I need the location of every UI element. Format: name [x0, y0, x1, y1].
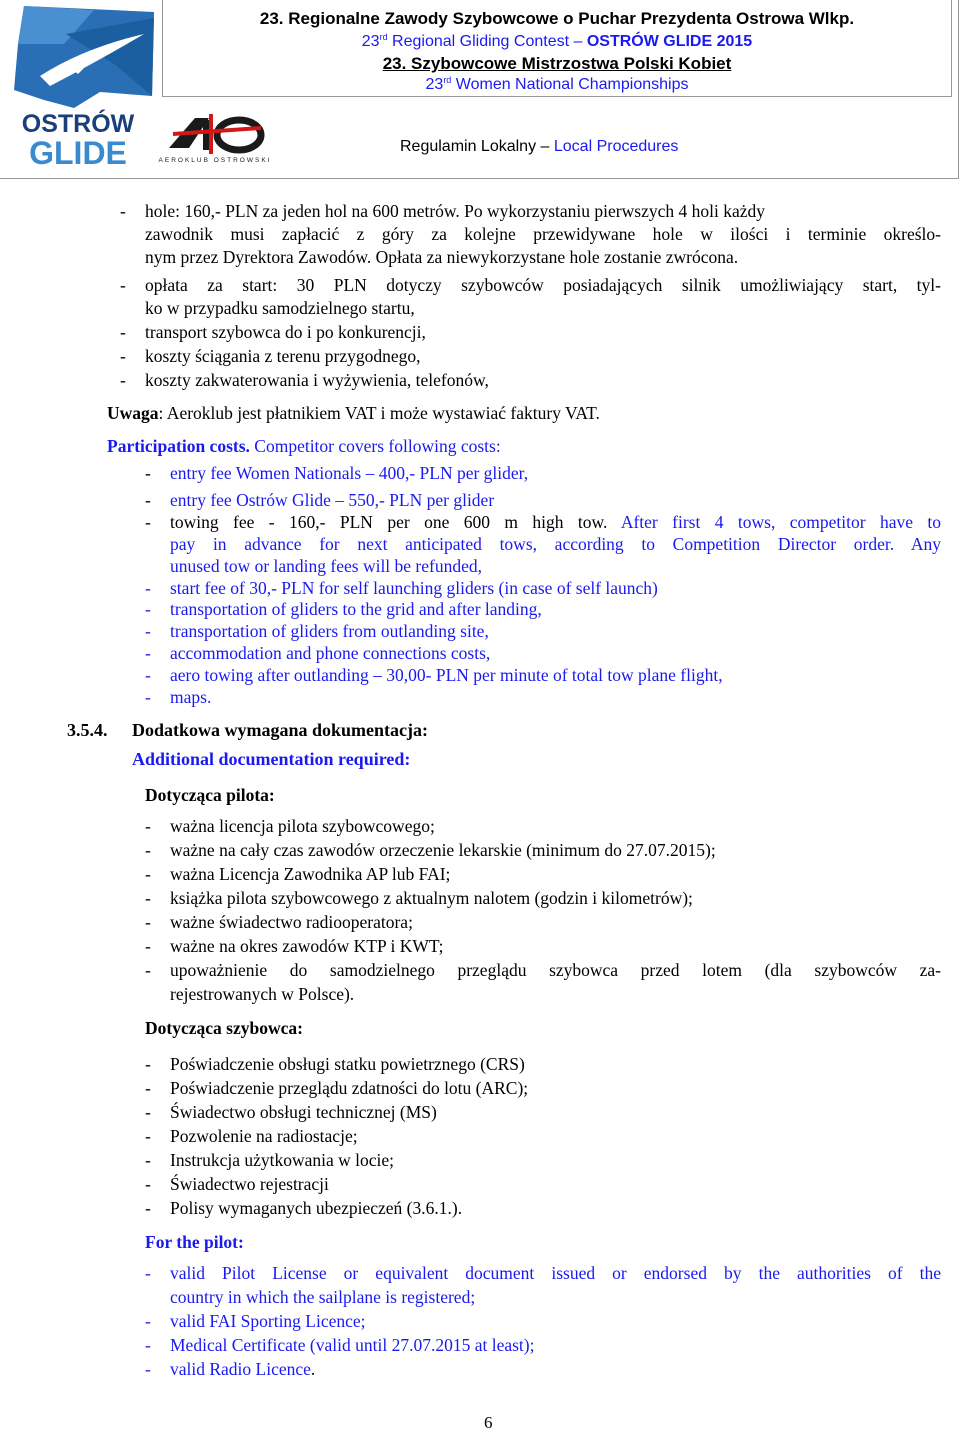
pilot-pl-item-last-line-1: upoważnienie do samodzielnego przeglądu szybowca przed lotem (dla szybowców za-: [170, 960, 941, 980]
logo-text-glide: GLIDE: [29, 135, 127, 171]
pilot-en-item-2: valid FAI Sporting Licence;: [170, 1311, 366, 1331]
maps-item: maps.: [170, 687, 212, 707]
pilot-pl-item: ważne na okres zawodów KTP i KWT;: [170, 936, 444, 956]
logo-text-ostrow: OSTRÓW: [21, 110, 135, 138]
dash: -: [120, 275, 126, 295]
pilot-en-item-3: Medical Certificate (valid until 27.07.2015 at least);: [170, 1335, 535, 1355]
hole-line-2: zawodnik musi zapłacić z góry za kolejne przewidywane hole w ilości i terminie określo-: [145, 224, 941, 244]
dash: -: [145, 512, 151, 532]
pilot-pl-item: ważne świadectwo radiooperatora;: [170, 912, 413, 932]
transport-outlanding: transportation of gliders from outlanding site,: [170, 621, 489, 641]
glider-pl-item: Polisy wymaganych ubezpieczeń (3.6.1.).: [170, 1198, 463, 1218]
dash: -: [145, 578, 151, 598]
title-line-3: 23. Szybowcowe Mistrzostwa Polski Kobiet: [382, 54, 732, 73]
glider-pl-item: Pozwolenie na radiostacje;: [170, 1126, 358, 1146]
pilot-en-item-4: valid Radio Licence.: [170, 1359, 316, 1379]
title-line-1: 23. Regionalne Zawody Szybowcowe o Puchar Prezydenta Ostrowa Wlkp.: [259, 9, 855, 28]
section-number: 3.5.4.: [67, 720, 108, 740]
aerotow-item: aero towing after outlanding – 30,00- PLN per minute of total tow plane flight,: [170, 665, 723, 685]
dash: -: [145, 1150, 151, 1170]
pilot-pl-item: książka pilota szybowcowego z aktualnym nalotem (godzin i kilometrów);: [170, 888, 693, 908]
dash: -: [145, 1198, 151, 1218]
pilot-pl-item-last-line-2: rejestrowanych w Polsce).: [170, 984, 355, 1004]
dash: -: [145, 1263, 151, 1283]
hole-line-3: nym przez Dyrektora Zawodów. Opłata za niewykorzystane hole zostanie zwrócona.: [145, 247, 739, 267]
dash: -: [145, 1054, 151, 1074]
contest-title-box: [162, 0, 952, 97]
pilot-pl-item: ważna licencja pilota szybowcowego;: [170, 816, 435, 836]
section-title-en: Additional documentation required:: [132, 749, 411, 769]
dash: -: [145, 1359, 151, 1379]
dash: -: [145, 1102, 151, 1122]
pilot-en-item-1-line-1: valid Pilot License or equivalent document issued or endorsed by the authorities of the: [170, 1263, 941, 1283]
entry-fee-women: entry fee Women Nationals – 400,- PLN per glider,: [170, 463, 529, 483]
dash: -: [145, 888, 151, 908]
dash: -: [145, 912, 151, 932]
dash: -: [145, 665, 151, 685]
section-title-pl: Dodatkowa wymagana dokumentacja:: [132, 720, 429, 740]
dash: -: [120, 322, 126, 342]
hole-line-1: hole: 160,- PLN za jeden hol na 600 metrów. Po wykorzystaniu pierwszych 4 holi każdy: [145, 201, 765, 221]
title-line-2: 23rd Regional Gliding Contest – OSTRÓW GLIDE 2015: [361, 32, 753, 50]
start-fee-en: start fee of 30,- PLN for self launching gliders (in case of self launch): [170, 578, 658, 598]
glider-pl-item: Poświadczenie przeglądu zdatności do lotu (ARC);: [170, 1078, 529, 1098]
glider-pl-item: Świadectwo obsługi technicznej (MS): [170, 1102, 437, 1122]
accommodation-item: koszty zakwaterowania i wyżywienia, telefonów,: [145, 370, 489, 390]
glider-pl-item: Poświadczenie obsługi statku powietrznego (CRS): [170, 1054, 525, 1074]
dash: -: [145, 1311, 151, 1331]
vat-note: Uwaga: Aeroklub jest płatnikiem VAT i może wystawiać faktury VAT.: [107, 403, 600, 423]
dash: -: [145, 1335, 151, 1355]
start-fee-line-1: opłata za start: 30 PLN dotyczy szybowców posiadających silnik umożliwiający start, tyl-: [145, 275, 941, 295]
dash: -: [145, 643, 151, 663]
local-procedures-label: Regulamin Lokalny – Local Procedures: [400, 138, 679, 155]
pilot-en-item-1-line-2: country in which the sailplane is registered;: [170, 1287, 476, 1307]
dash: -: [145, 1174, 151, 1194]
accommodation-en: accommodation and phone connections costs,: [170, 643, 491, 663]
participation-costs: Participation costs. Competitor covers following costs:: [107, 436, 501, 456]
dash: -: [120, 370, 126, 390]
dash: -: [145, 490, 151, 510]
dash: -: [145, 840, 151, 860]
pilot-en-heading: For the pilot:: [145, 1232, 244, 1252]
glider-pl-item: Instrukcja użytkowania w locie;: [170, 1150, 395, 1170]
page-number: 6: [484, 1413, 493, 1432]
towing-fee-line-2: pay in advance for next anticipated tows, according to Competition Director order. Any: [170, 534, 941, 554]
dash: -: [145, 463, 151, 483]
aeroklub-ostrowski-logo: [158, 108, 272, 164]
transport-item: transport szybowca do i po konkurencji,: [145, 322, 426, 342]
pilot-pl-item: ważna Licencja Zawodnika AP lub FAI;: [170, 864, 451, 884]
towing-fee-line-1: towing fee - 160,- PLN per one 600 m high tow. After first 4 tows, competitor have to: [170, 512, 942, 532]
ostrow-glide-logo: [4, 4, 156, 172]
entry-fee-glide: entry fee Ostrów Glide – 550,- PLN per glider: [170, 490, 495, 510]
dash: -: [145, 599, 151, 619]
aeroklub-text: AEROKLUB OSTROWSKI: [158, 157, 272, 164]
dash: -: [145, 864, 151, 884]
glider-pl-item: Świadectwo rejestracji: [170, 1174, 329, 1194]
title-line-4: 23rd Women National Championships: [425, 75, 689, 93]
page-header: [0, 0, 959, 179]
start-fee-line-2: ko w przypadku samodzielnego startu,: [145, 298, 415, 318]
pilot-pl-item: ważne na cały czas zawodów orzeczenie lekarskie (minimum do 27.07.2015);: [170, 840, 716, 860]
dash: -: [145, 1126, 151, 1146]
dash: -: [145, 687, 151, 707]
retrieve-item: koszty ściągania z terenu przygodnego,: [145, 346, 421, 366]
dash: -: [145, 621, 151, 641]
dash: -: [120, 201, 126, 221]
dash: -: [145, 936, 151, 956]
transport-grid: transportation of gliders to the grid and after landing,: [170, 599, 542, 619]
dash: -: [145, 1078, 151, 1098]
pilot-pl-heading: Dotycząca pilota:: [145, 785, 275, 805]
glider-pl-heading: Dotycząca szybowca:: [145, 1018, 303, 1038]
towing-fee-line-3: unused tow or landing fees will be refunded,: [170, 556, 483, 576]
dash: -: [145, 960, 151, 980]
dash: -: [145, 816, 151, 836]
dash: -: [120, 346, 126, 366]
